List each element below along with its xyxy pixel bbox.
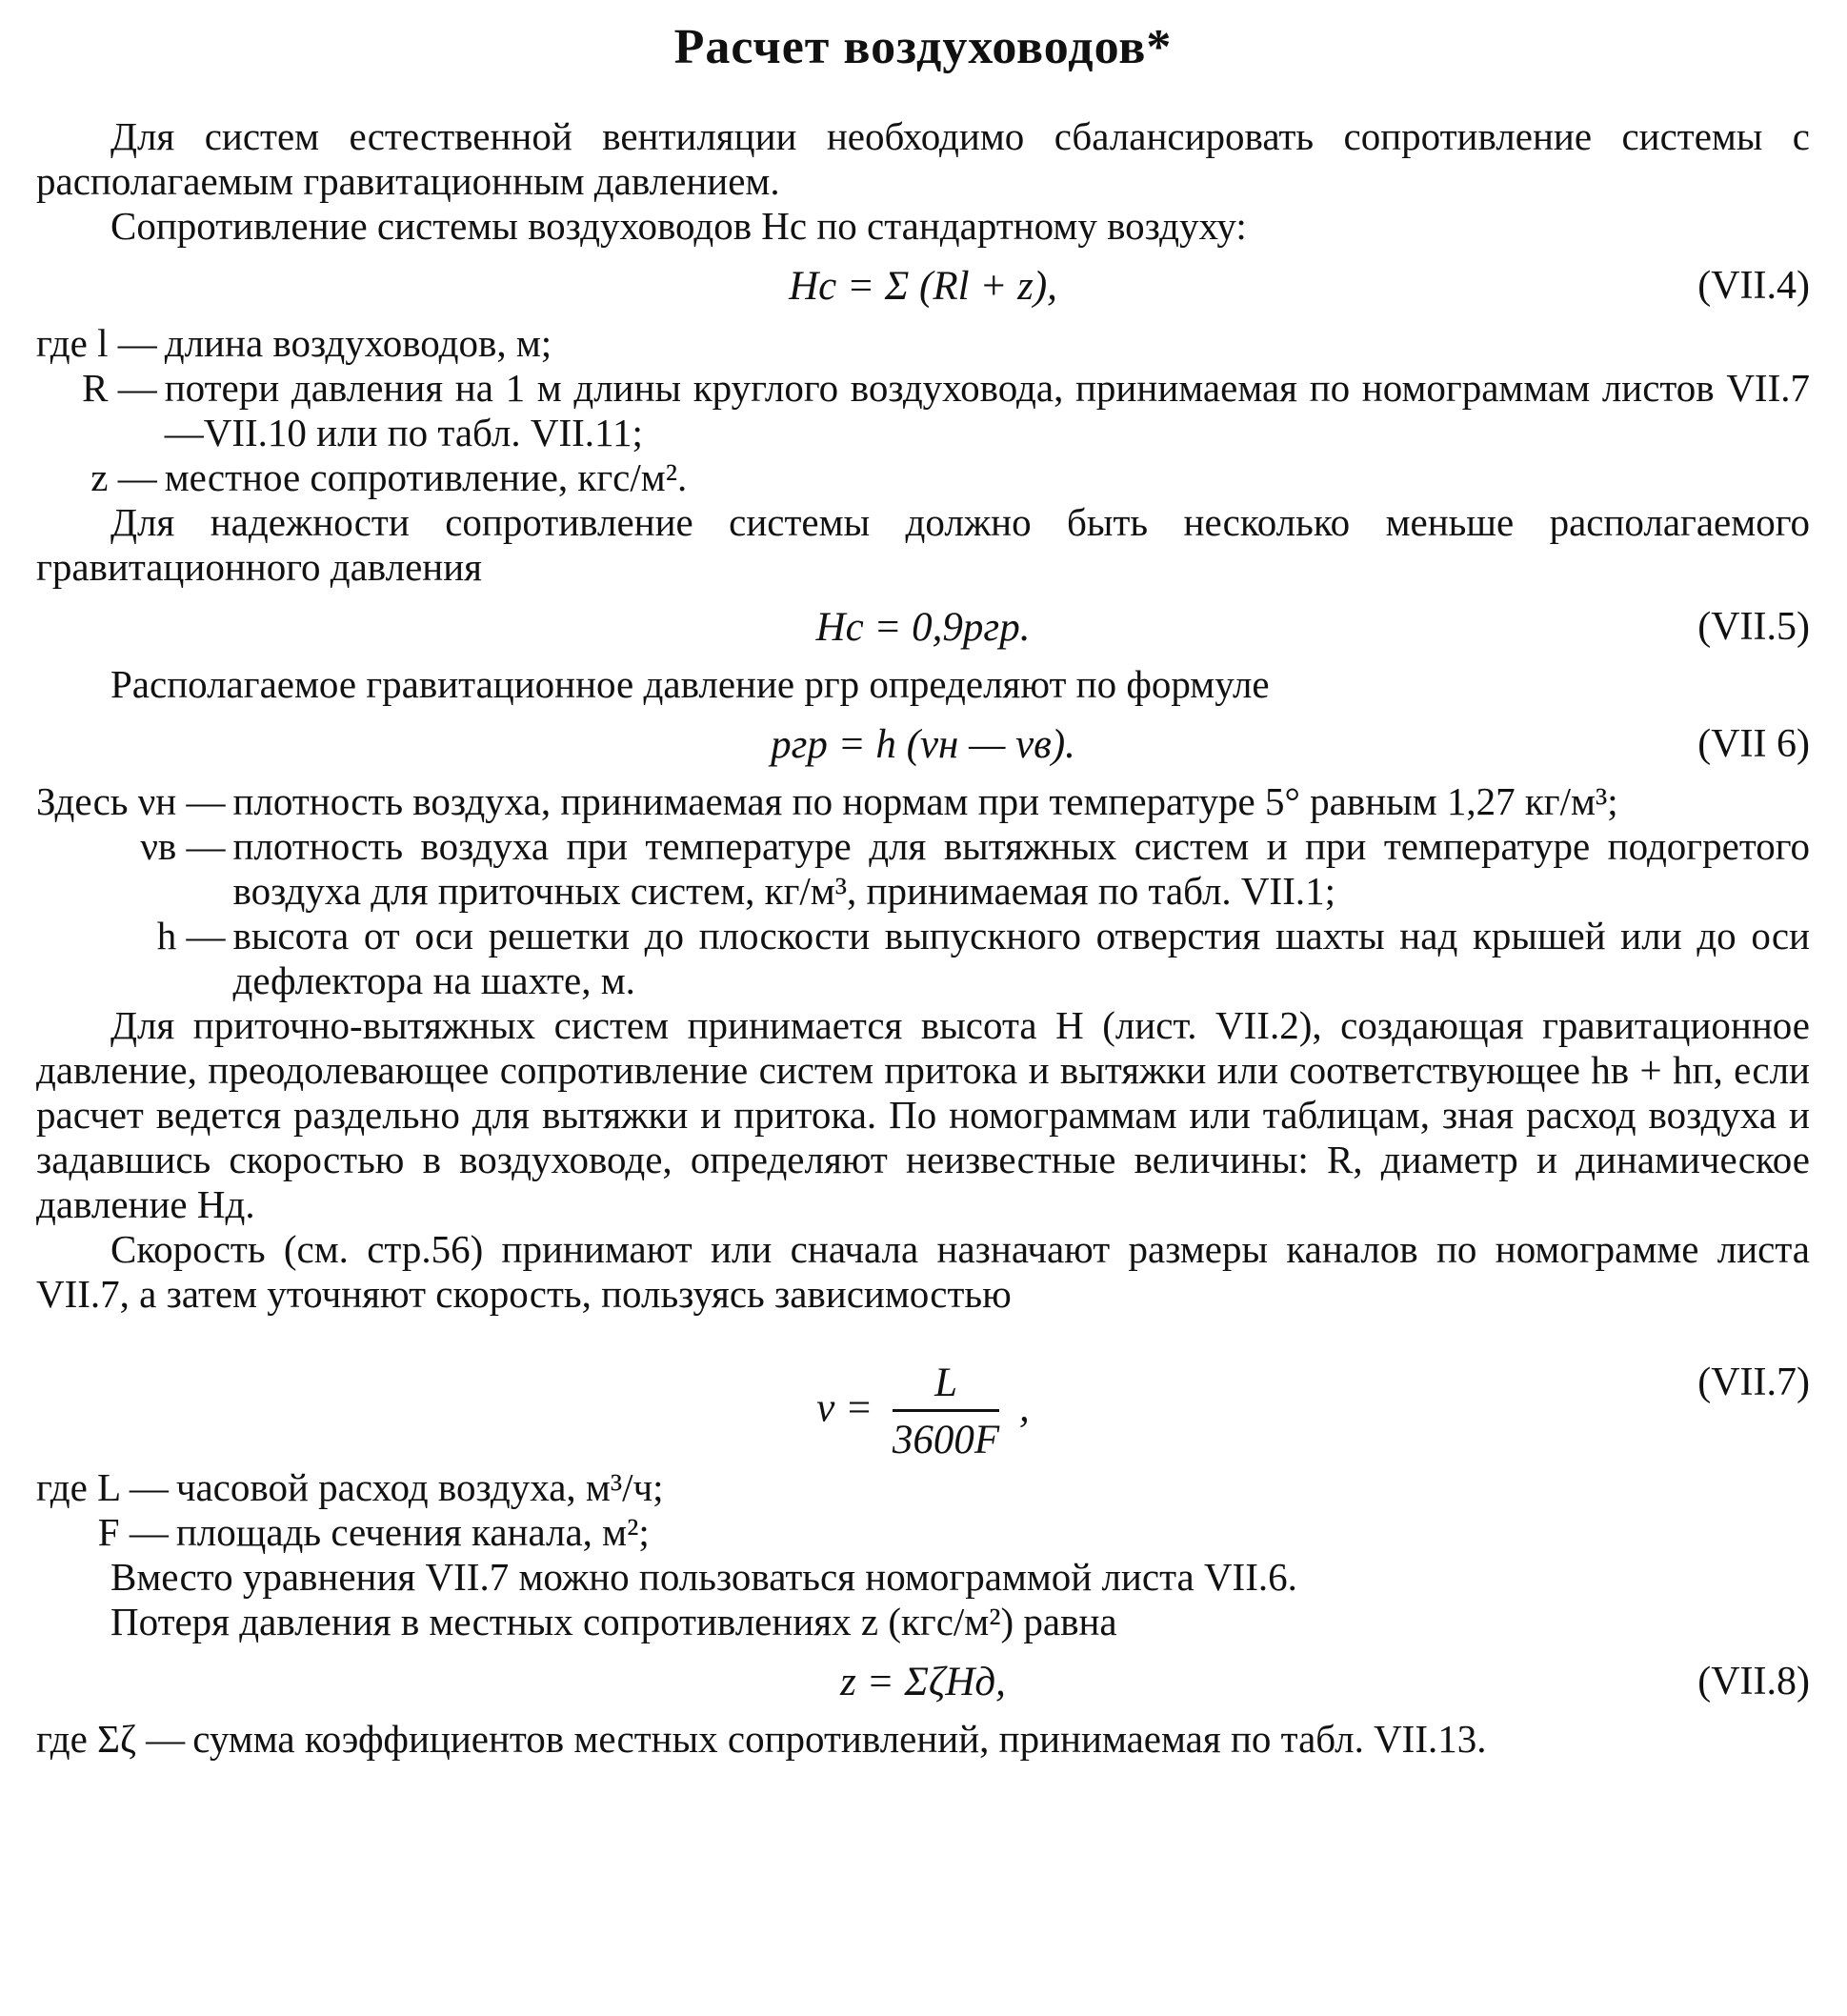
equation-number: (VII.7) <box>1697 1361 1810 1404</box>
equation-tail: , <box>1018 1385 1030 1431</box>
definition-text: плотность воздуха, принимаемая по нормам при температуре 5° равным 1,27 кг/м³; <box>232 779 1618 823</box>
equation-number: (VII.8) <box>1697 1660 1810 1704</box>
definition-text: часовой расход воздуха, м³/ч; <box>175 1465 664 1509</box>
definition-text: высота от оси решетки до плоскости выпускного отверстия шахты над крышей или до оси дефлектора на шахте, м. <box>232 914 1810 1002</box>
fraction-denominator: 3600F <box>892 1418 1000 1462</box>
equation-vii-4 <box>36 258 1810 315</box>
equation-formula <box>36 1361 1810 1462</box>
definition-text: потери давления на 1 м длины круглого воздуховода, принимаемая по номограммам листов VII.7—VII.10 или по табл. VII.11; <box>164 366 1810 454</box>
definition-term: Здесь νн — <box>36 779 226 823</box>
definition-term: где Σζ — <box>36 1717 186 1761</box>
equation-formula: Hс = Σ (Rl + z), <box>789 264 1057 309</box>
equation-formula: Hс = 0,9pгр. <box>815 605 1031 650</box>
definition-text: сумма коэффициентов местных сопротивлений, принимаемая по табл. VII.13. <box>192 1717 1487 1761</box>
paragraph-supply-exhaust: Для приточно-вытяжных систем принимается высота H (лист. VII.2), создающая гравитационное давление, преодолевающее сопротивление систем притока и вытяжки или соответствующее hв + hп, если расчет ведется раздельно для вытяжки и притока. По номограммам или таблицам, зная расход воздуха и задавшись скоростью в воздуховоде, определяют неизвестные величины: R, диаметр и динамическое давление Hд. <box>36 1003 1810 1226</box>
definition-text: площадь сечения канала, м²; <box>175 1510 650 1554</box>
paragraph-intro: Для систем естественной вентиляции необходимо сбалансировать сопротивление системы с располагаемым гравитационным давлением. <box>36 114 1810 203</box>
equation-formula: z = ΣζHд, <box>840 1660 1006 1704</box>
equation-vii-5 <box>36 599 1810 656</box>
definition-term: νв — <box>140 824 226 868</box>
definition-text: длина воздуховодов, м; <box>164 321 552 365</box>
document-page <box>36 17 1810 1762</box>
paragraph-system-resistance: Сопротивление системы воздуховодов Hс по стандартному воздуху: <box>110 204 1247 248</box>
fraction <box>893 1361 999 1462</box>
equation-formula: pгр = h (νн — νв). <box>771 722 1075 767</box>
definition-term: R — <box>82 366 157 410</box>
paragraph-reliability: Для надежности сопротивление системы должно быть несколько меньше располагаемого гравитационного давления <box>36 500 1810 589</box>
paragraph-nomogram: Вместо уравнения VII.7 можно пользоваться номограммой листа VII.6. <box>110 1555 1297 1599</box>
definition-term: где L — <box>36 1465 169 1509</box>
paragraph-velocity: Скорость (см. стр.56) принимают или сначала назначают размеры каналов по номограмме листа VII.7, а затем уточняют скорость, пользуясь зависимостью <box>36 1227 1810 1316</box>
equation-number: (VII.4) <box>1697 264 1810 308</box>
definition-term: где l — <box>36 321 157 365</box>
equation-vii-8 <box>36 1654 1810 1711</box>
paragraph-local-losses: Потеря давления в местных сопротивлениях z (кгс/м²) равна <box>110 1600 1117 1643</box>
equation-number: (VII 6) <box>1697 722 1810 766</box>
equation-lhs: v = <box>816 1385 873 1431</box>
page-title: Расчет воздуховодов* <box>673 20 1173 74</box>
definition-term: h — <box>156 914 226 958</box>
definition-term: z — <box>90 455 157 499</box>
definitions-vii-4 <box>36 321 1810 500</box>
definition-term: F — <box>97 1510 169 1554</box>
definition-text: местное сопротивление, кгс/м². <box>164 455 688 499</box>
fraction-numerator: L <box>893 1361 999 1412</box>
equation-number: (VII.5) <box>1697 605 1810 649</box>
definitions-vii-7 <box>36 1465 1810 1555</box>
equation-vii-7 <box>36 1330 1810 1462</box>
definition-text: плотность воздуха при температуре для вытяжных систем и при температуре подогретого воздуха для приточных систем, кг/м³, принимаемая по табл. VII.1; <box>232 824 1810 913</box>
equation-vii-6 <box>36 716 1810 774</box>
definitions-vii-8 <box>36 1717 1810 1762</box>
definitions-vii-6 <box>36 779 1810 1003</box>
paragraph-gravitational-pressure: Располагаемое гравитационное давление pгр определяют по формуле <box>110 662 1270 706</box>
